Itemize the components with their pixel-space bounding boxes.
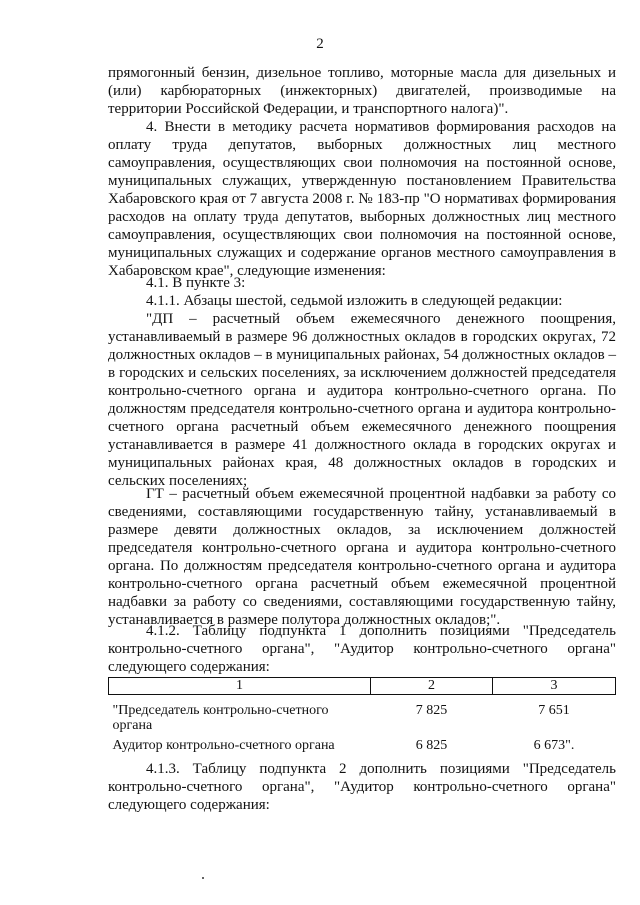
paragraph-dp-definition: "ДП – расчетный объем ежемесячного денежного поощрения, устанавливаемый в размере 96 должностных окладов в городских округах, 72 должностных окладов – в муниципальных районах, 54 должностных окладов – в городских и сельских поселениях, за исключением должностей председателя контрольно-счетного органа и аудитора контрольно-счетного органа. По должностям председателя контрольно-счетного органа и аудитора контрольно-счетного органа расчетный объем ежемесячного денежного поощрения устанавливается в размере 41 должностного оклада в городских округах и муниципальных районах края, 48 должностных окладов в городских и сельских поселениях;	[108, 311, 616, 489]
paragraph-gt-definition: ГТ – расчетный объем ежемесячной процентной надбавки за работу со сведениями, составляющими государственную тайну, устанавливаемый в размере девяти должностных окладов, за исключением должностей председателя контрольно-счетного органа и аудитора контрольно-счетного органа. По должностям председателя контрольно-счетного органа и аудитора контрольно-счетного органа расчетный объем ежемесячной процентной надбавки за работу со сведениями, составляющими государственную тайну, устанавливается в размере полутора должностных окладов;".	[108, 486, 616, 628]
paragraph-item-4: 4. Внести в методику расчета нормативов формирования расходов на оплату труда депутатов, выборных должностных лиц местного самоуправления, осуществляющих свои полномочия на постоянной основе, муниципальных служащих, утвержденную постановлением Правительства Хабаровского края от 7 августа 2008 г. № 183-пр "О нормативах формирования расходов на оплату труда депутатов, выборных должностных лиц местного самоуправления, осуществляющих свои полномочия на постоянной основе, муниципальных служащих и содержание органов местного самоуправления в Хабаровском крае", следующие изменения:	[108, 119, 616, 279]
table-cell-value: 7 651	[538, 703, 570, 718]
table-row	[109, 733, 616, 753]
table-cell-position: Аудитор контрольно-счетного органа	[112, 738, 335, 753]
table-cell-position: "Председатель контрольно-счетного органа	[112, 703, 329, 733]
scan-speck	[202, 877, 204, 879]
table-header-cell: 1	[109, 678, 371, 695]
paragraph-item-4-1: 4.1. В пункте 3:	[146, 275, 246, 291]
paragraph-item-4-1-1: 4.1.1. Абзацы шестой, седьмой изложить в следующей редакции:	[146, 293, 563, 309]
table-row	[109, 695, 616, 734]
positions-table	[108, 677, 616, 753]
table-header-cell: 2	[371, 678, 493, 695]
table-cell-value: 6 825	[415, 738, 448, 753]
table-cell-value: 7 825	[415, 703, 448, 718]
paragraph-item-4-1-2: 4.1.2. Таблицу подпункта 1 дополнить позициями "Председатель контрольно-счетного органа", "Аудитор контрольно-счетного органа" следующего содержания:	[108, 623, 616, 675]
paragraph-item-4-1-3: 4.1.3. Таблицу подпункта 2 дополнить позициями "Председатель контрольно-счетного органа", "Аудитор контрольно-счетного органа" следующего содержания:	[108, 761, 616, 813]
table-cell-value: 6 673".	[533, 738, 575, 753]
table-header-cell: 3	[493, 678, 616, 695]
table-header-row	[109, 678, 616, 695]
paragraph-continuation: прямогонный бензин, дизельное топливо, моторные масла для дизельных и (или) карбюраторных (инжекторных) двигателей, производимые на территории Российской Федерации, и транспортного налога)".	[108, 65, 616, 117]
page-number: 2	[316, 36, 324, 52]
